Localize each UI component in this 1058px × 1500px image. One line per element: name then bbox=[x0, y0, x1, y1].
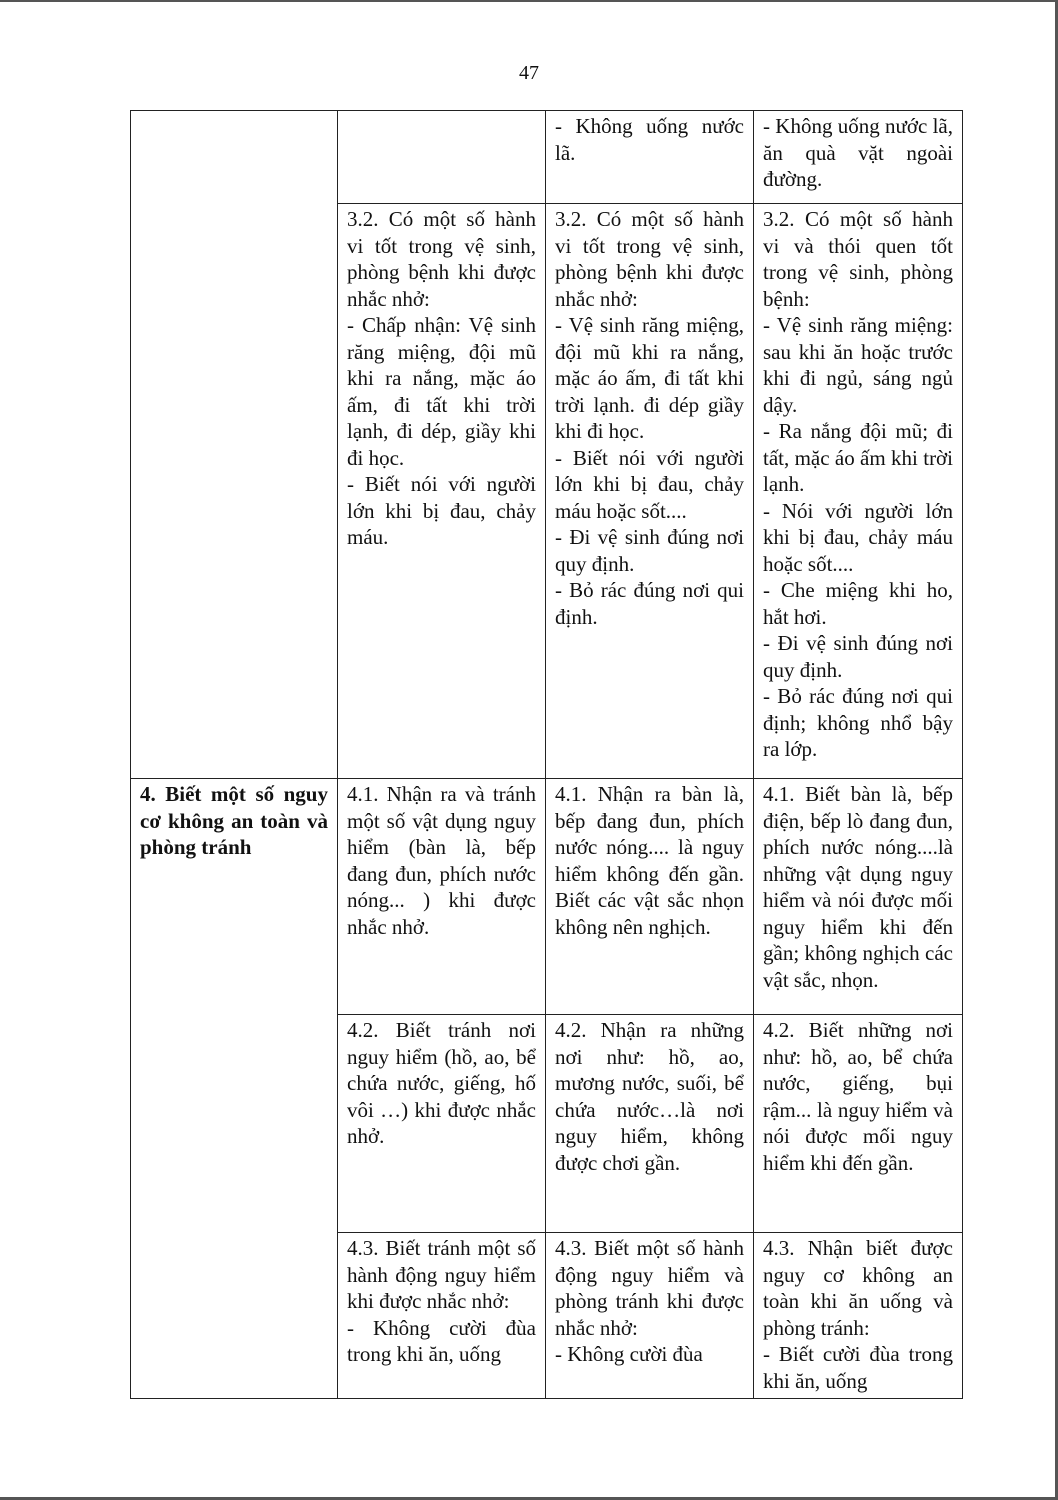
criteria-line: 4.1. Nhận ra bàn là, bếp đang đun, phích nước nóng.... là nguy hiểm không đến gần. Biết các vật sắc nhọn không nên nghịch. bbox=[555, 782, 744, 939]
criteria-line: - Vệ sinh răng miệng: sau khi ăn hoặc trước khi đi ngủ, sáng ngủ dậy. bbox=[763, 313, 953, 417]
criteria-line: 4.3. Biết tránh một số hành động nguy hiểm khi được nhắc nhở: bbox=[347, 1236, 536, 1313]
criteria-line: - Bỏ rác đúng nơi qui định. bbox=[555, 578, 744, 629]
criteria-cell-col-2 bbox=[338, 204, 546, 779]
criteria-line: - Biết cười đùa trong khi ăn, uống bbox=[763, 1342, 953, 1393]
criteria-cell-col-3 bbox=[546, 1233, 754, 1399]
criteria-line: - Không cười đùa bbox=[555, 1342, 703, 1366]
criteria-line: - Đi vệ sinh đúng nơi quy định. bbox=[763, 631, 953, 682]
table-row bbox=[131, 111, 963, 204]
criteria-line: - Không uống nước lã. bbox=[555, 114, 744, 165]
goal-cell: 4. Biết một số nguy cơ không an toàn và phòng tránh bbox=[131, 779, 338, 1399]
criteria-line: - Chấp nhận: Vệ sinh răng miệng, đội mũ khi ra nắng, mặc áo ấm, đi tất khi trời lạnh, đi dép, giầy khi đi học. bbox=[347, 313, 536, 470]
criteria-cell-col-2 bbox=[338, 111, 546, 204]
criteria-cell-col-4 bbox=[754, 111, 963, 204]
criteria-cell-col-2 bbox=[338, 1015, 546, 1233]
table-row bbox=[131, 779, 963, 1015]
criteria-line: - Ra nắng đội mũ; đi tất, mặc áo ấm khi trời lạnh. bbox=[763, 419, 953, 496]
criteria-cell-col-3 bbox=[546, 1015, 754, 1233]
criteria-line: 4.2. Biết tránh nơi nguy hiểm (hồ, ao, bể chứa nước, giếng, hố vôi …) khi được nhắc nhở. bbox=[347, 1018, 536, 1148]
goal-cell bbox=[131, 111, 338, 779]
criteria-line: 3.2. Có một số hành vi tốt trong vệ sinh, phòng bệnh khi được nhắc nhở: bbox=[347, 207, 536, 311]
criteria-cell-col-2 bbox=[338, 1233, 546, 1399]
criteria-line: - Đi vệ sinh đúng nơi quy định. bbox=[555, 525, 744, 576]
curriculum-table bbox=[130, 110, 963, 1399]
scan-top-edge bbox=[0, 0, 1058, 2]
criteria-line: 4.2. Nhận ra những nơi như: hồ, ao, mương nước, suối, bể chứa nước…là nơi nguy hiểm, không được chơi gần. bbox=[555, 1018, 744, 1175]
criteria-cell-col-2 bbox=[338, 779, 546, 1015]
criteria-line: 4.1. Biết bàn là, bếp điện, bếp lò đang đun, phích nước nóng....là những vật dụng nguy hiểm và nói được mối nguy hiểm khi đến gần; không nghịch các vật sắc, nhọn. bbox=[763, 782, 953, 992]
criteria-line: - Không cười đùa trong khi ăn, uống bbox=[347, 1315, 536, 1366]
criteria-cell-col-4 bbox=[754, 1233, 963, 1399]
criteria-line: - Che miệng khi ho, hắt hơi. bbox=[763, 578, 953, 629]
criteria-line: - Không uống nước lã, ăn quà vặt ngoài đường. bbox=[763, 114, 953, 191]
criteria-cell-col-3 bbox=[546, 111, 754, 204]
criteria-line: 4.1. Nhận ra và tránh một số vật dụng nguy hiểm (bàn là, bếp đang đun, phích nước nóng... ) khi được nhắc nhở. bbox=[347, 782, 536, 939]
criteria-line: - Vệ sinh răng miệng, đội mũ khi ra nắng, mặc áo ấm, đi tất khi trời lạnh. đi dép giầy khi đi học. bbox=[555, 313, 744, 443]
criteria-line: 4.2. Biết những nơi như: hồ, ao, bể chứa nước, giếng, bụi rậm... là nguy hiểm và nói được mối nguy hiểm khi đến gần. bbox=[763, 1018, 953, 1175]
criteria-line: - Biết nói với người lớn khi bị đau, chảy máu. bbox=[347, 472, 536, 549]
criteria-cell-col-4 bbox=[754, 779, 963, 1015]
criteria-cell-col-4 bbox=[754, 1015, 963, 1233]
criteria-line: 4.3. Biết một số hành động nguy hiểm và phòng tránh khi được nhắc nhở: bbox=[555, 1236, 744, 1340]
criteria-cell-col-3 bbox=[546, 204, 754, 779]
criteria-line: 4.3. Nhận biết được nguy cơ không an toàn khi ăn uống và phòng tránh: bbox=[763, 1236, 953, 1340]
criteria-line: 3.2. Có một số hành vi và thói quen tốt trong vệ sinh, phòng bệnh: bbox=[763, 207, 953, 311]
criteria-line: - Nói với người lớn khi bị đau, chảy máu hoặc sốt.... bbox=[763, 498, 953, 576]
criteria-cell-col-4 bbox=[754, 204, 963, 779]
criteria-line: - Biết nói với người lớn khi bị đau, chảy máu hoặc sốt.... bbox=[555, 445, 744, 523]
criteria-line: 3.2. Có một số hành vi tốt trong vệ sinh, phòng bệnh khi được nhắc nhở: bbox=[555, 207, 744, 311]
criteria-line: - Bỏ rác đúng nơi qui định; không nhổ bậy ra lớp. bbox=[763, 684, 953, 761]
page-number: 47 bbox=[519, 62, 539, 84]
criteria-cell-col-3 bbox=[546, 779, 754, 1015]
